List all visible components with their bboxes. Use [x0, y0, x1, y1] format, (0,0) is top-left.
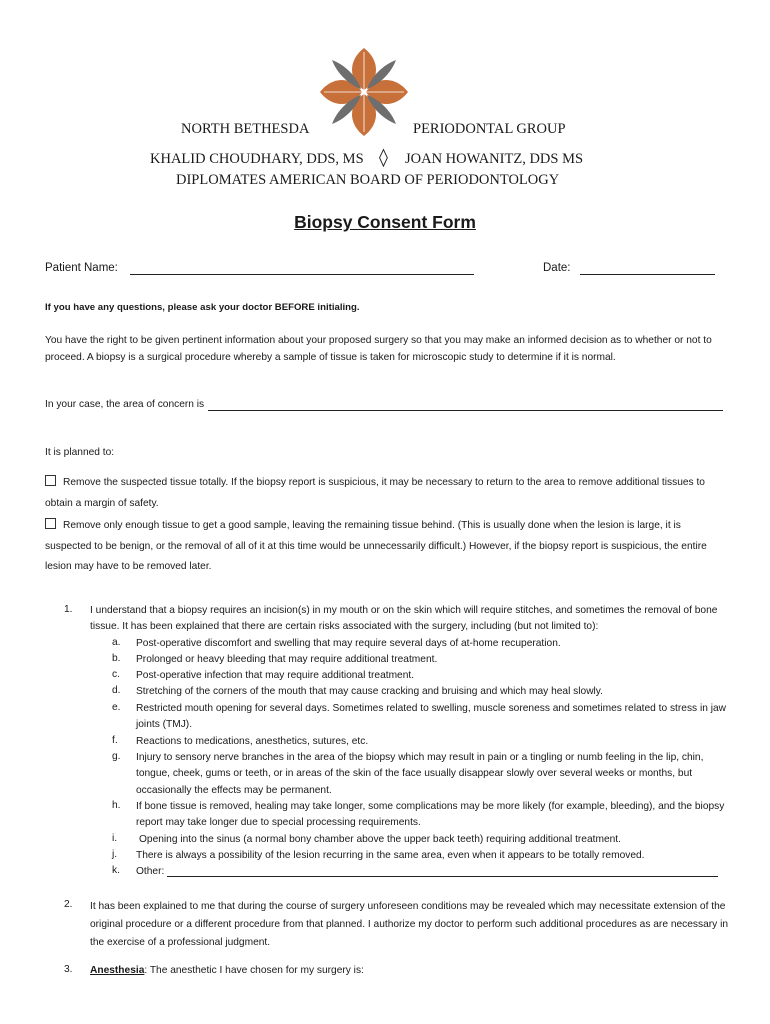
- board-certification: DIPLOMATES AMERICAN BOARD OF PERIODONTOLOGY: [176, 172, 560, 188]
- option-remove-totally: [45, 472, 730, 514]
- intro-paragraph: You have the right to be given pertinent information about your proposed surgery so that you may make an informed decision as to whether or not to proceed. A biopsy is a surgical procedure whereby a sample of tissue is taken for microscopic study to determine if it is normal.: [45, 335, 712, 363]
- item-3-number: 3.: [64, 964, 73, 975]
- anesthesia-label: Anesthesia: [90, 965, 145, 976]
- item-3-text: : The anesthetic I have chosen for my surgery is:: [144, 965, 364, 976]
- item-1-number: 1.: [64, 604, 73, 615]
- leaf-logo: [318, 46, 410, 138]
- practice-name: PERIODONTAL GROUP: [413, 121, 566, 137]
- risk-item: Restricted mouth opening for several days. Sometimes related to swelling, muscle soreness and sometimes related to stress in jaw joints (TMJ).: [136, 703, 727, 731]
- diamond-separator-icon: ◊: [379, 147, 388, 168]
- other-risk-field[interactable]: [167, 876, 718, 877]
- risk-item: There is always a possibility of the lesion recurring in the same area, even when it appears to be totally removed.: [136, 850, 645, 861]
- leaf-cluster: [320, 48, 408, 136]
- patient-name-field[interactable]: [130, 274, 474, 275]
- remove-sample-checkbox[interactable]: [45, 518, 56, 529]
- risk-letter: f.: [112, 735, 118, 746]
- item-2-number: 2.: [64, 899, 73, 910]
- option-remove-sample: [45, 516, 715, 578]
- risk-letter: c.: [112, 669, 120, 680]
- doctor-name-1: KHALID CHOUDHARY, DDS, MS: [150, 151, 364, 167]
- risk-letter: a.: [112, 637, 121, 648]
- item-3-line: [90, 963, 730, 979]
- form-title: Biopsy Consent Form: [294, 212, 476, 232]
- patient-name-label: Patient Name:: [45, 262, 118, 274]
- area-of-concern-label: In your case, the area of concern is: [45, 399, 205, 410]
- item-2-text: It has been explained to me that during the course of surgery unforeseen conditions may be revealed which may necessitate extension of the original procedure or a different procedure from that planned. I authorize my doctor to perform such additional procedures as are necessary in the exercise of a professional judgment.: [90, 901, 729, 948]
- questions-note: If you have any questions, please ask your doctor BEFORE initialing.: [45, 302, 360, 313]
- option-remove-sample-text: Remove only enough tissue to get a good sample, leaving the remaining tissue behind. (This is usually done when the lesion is large, it is suspected to be benign, or the removal of all of it at this time would be unnecessarily difficult.) However, if the biopsy report is suspicious, the entire lesion may have to be removed later.: [45, 520, 707, 572]
- option-remove-totally-text: Remove the suspected tissue totally. If the biopsy report is suspicious, it may be necessary to return to the area to remove additional tissues to obtain a margin of safety.: [45, 477, 705, 509]
- risk-item: Prolonged or heavy bleeding that may require additional treatment.: [136, 654, 438, 665]
- risk-letter: g.: [112, 751, 121, 762]
- risk-item: If bone tissue is removed, healing may take longer, some complications may be more likely (for example, bleeding), and the biopsy report may take longer due to special processing requirements.: [136, 801, 725, 829]
- risk-item: Opening into the sinus (a normal bony chamber above the upper back teeth) requiring additional treatment.: [139, 834, 621, 845]
- risk-letter: k.: [112, 865, 120, 876]
- risk-item: Stretching of the corners of the mouth that may cause cracking and bruising and which may heal slowly.: [136, 686, 603, 697]
- date-field[interactable]: [580, 274, 715, 275]
- risk-item: Post-operative discomfort and swelling that may require several days of at-home recuperation.: [136, 638, 561, 649]
- doctor-name-2: JOAN HOWANITZ, DDS MS: [405, 151, 584, 167]
- risk-letter: h.: [112, 800, 121, 811]
- risk-letter: e.: [112, 702, 121, 713]
- risk-letter: b.: [112, 653, 121, 664]
- date-label: Date:: [543, 262, 571, 274]
- risk-letter: d.: [112, 685, 121, 696]
- risk-item: Post-operative infection that may require additional treatment.: [136, 670, 415, 681]
- risk-item: Reactions to medications, anesthetics, sutures, etc.: [136, 736, 369, 747]
- item-1-text: I understand that a biopsy requires an incision(s) in my mouth or on the skin which will require stitches, and sometimes the removal of bone tissue. It has been explained that there are certain risks associated with the surgery, including (but not limited to):: [90, 605, 718, 633]
- risk-item: Injury to sensory nerve branches in the area of the biopsy which may result in pain or a tingling or numb feeling in the lip, chin, tongue, cheek, gums or teeth, or in areas of the skin of the face usually disappear slowly over several weeks or months, but occasionally the effects may be permanent.: [136, 752, 704, 796]
- risk-item-other: Other:: [136, 866, 165, 877]
- risk-letter: i.: [112, 833, 118, 844]
- risk-letter: j.: [112, 849, 118, 860]
- area-of-concern-field[interactable]: [208, 410, 723, 411]
- practice-location: NORTH BETHESDA: [181, 121, 310, 137]
- remove-totally-checkbox[interactable]: [45, 475, 56, 486]
- planned-label: It is planned to:: [45, 447, 115, 458]
